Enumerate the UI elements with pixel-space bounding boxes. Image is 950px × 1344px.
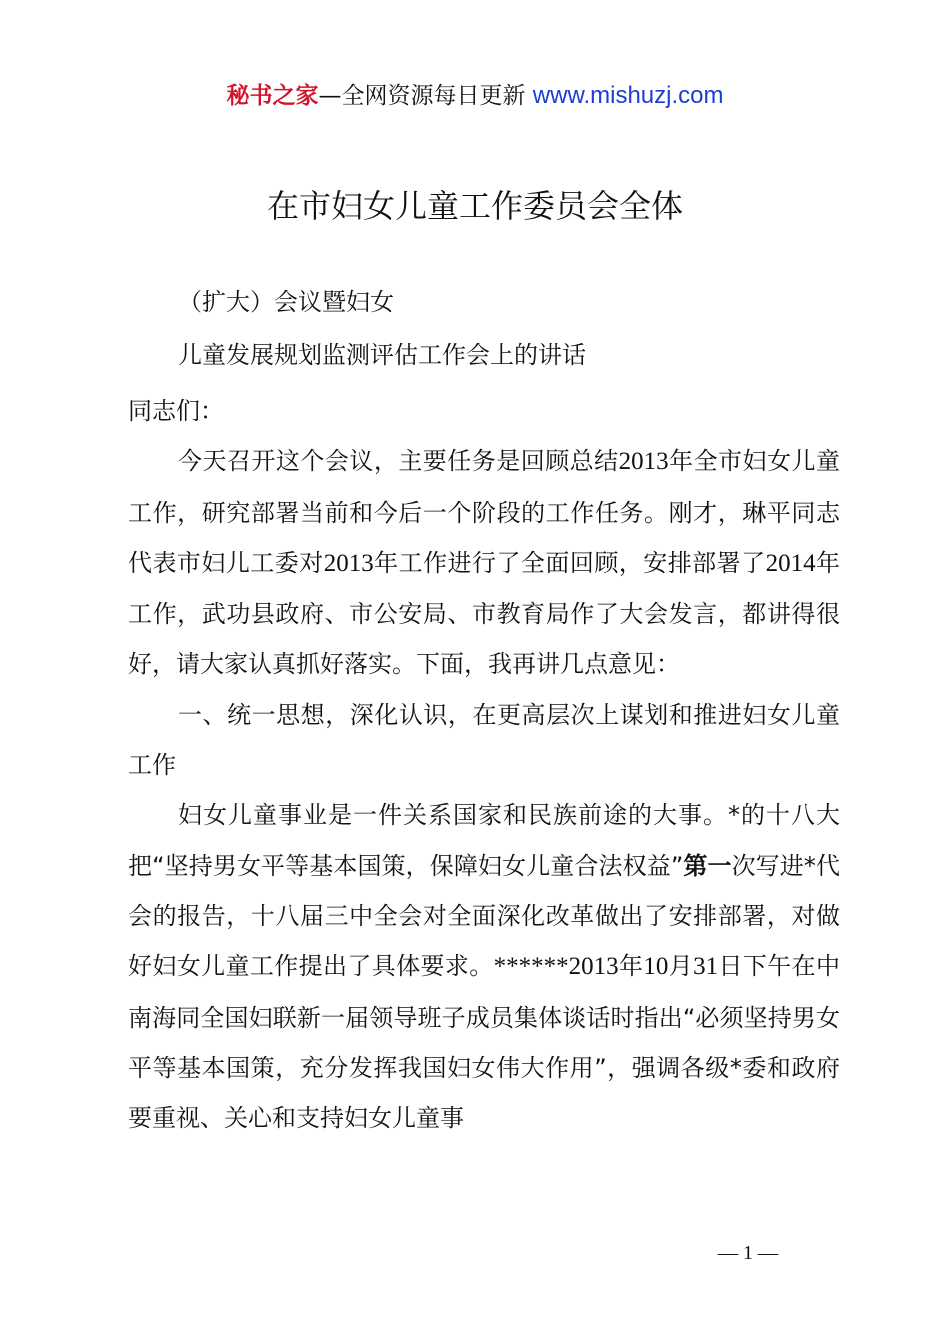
page-number: — 1 — [718, 1242, 778, 1264]
site-url-link[interactable]: www.mishuzj.com [532, 82, 724, 109]
document-subtitle-line1: （扩大）会议暨妇女 [178, 288, 394, 316]
document-title: 在市妇女儿童工作委员会全体 [266, 187, 683, 225]
paragraph-section1: 妇女儿童事业是一件关系国家和民族前途的大事。*的十八大把“坚持男女平等基本国策，保障妇女儿童合法权益”第一次写进*代会的报告，十八届三中全会对全面深化改革做出了安排部署，对做好妇女儿童工作提出了具体要求。******2013年10月31日下午在中南海同全国妇联新一届领导班子成员集体谈话时指出“必须坚持男女平等基本国策，充分发挥我国妇女伟大作用”，强调各级*委和政府要重视、关心和支持妇女儿童事 [128, 801, 840, 1133]
salutation: 同志们： [128, 397, 224, 425]
paragraph-intro: 今天召开这个会议，主要任务是回顾总结2013年全市妇女儿童工作，研究部署当前和今后一个阶段的工作任务。刚才，琳平同志代表市妇儿工委对2013年工作进行了全面回顾，安排部署了2014年工作，武功县政府、市公安局、市教育局作了大会发言，都讲得很好，请大家认真抓好落实。下面，我再讲几点意见： [128, 447, 841, 679]
site-tagline: —全网资源每日更新 [318, 83, 526, 109]
document-subtitle-line2: 儿童发展规划监测评估工作会上的讲话 [178, 341, 586, 369]
document-body [128, 386, 840, 1143]
site-header [0, 80, 950, 112]
section-heading-1: 一、统一思想，深化认识，在更高层次上谋划和推进妇女儿童工作 [128, 700, 840, 780]
site-brand: 秘书之家 [226, 83, 319, 109]
